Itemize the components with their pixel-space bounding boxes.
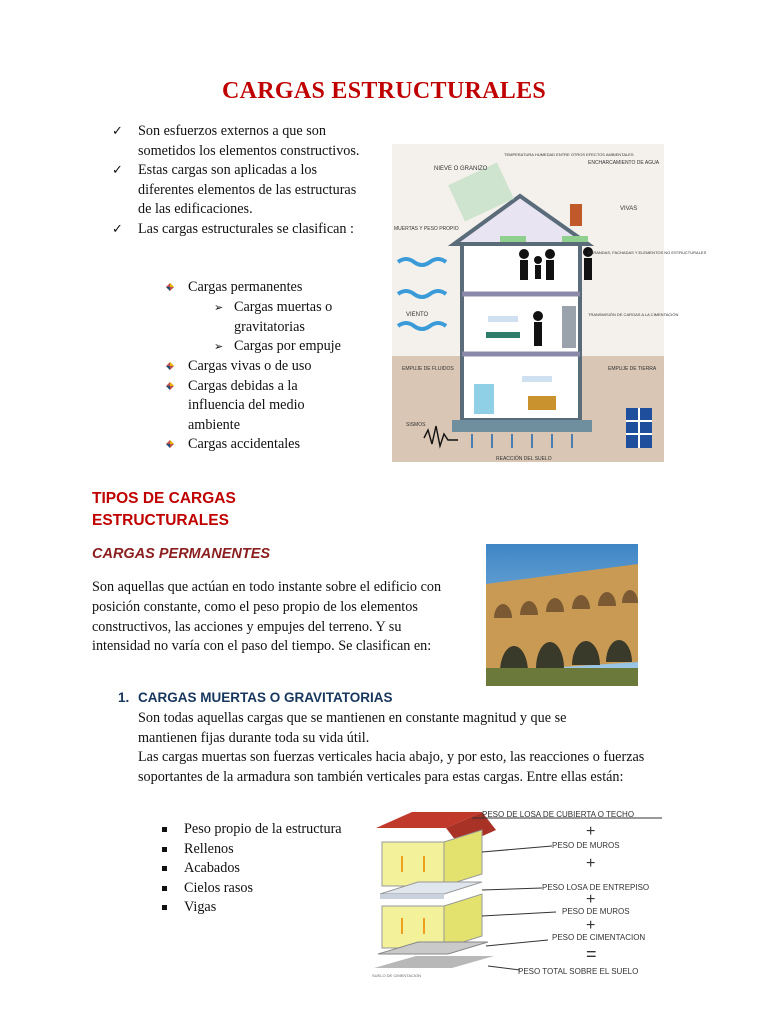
stacked-loads-diagram — [372, 808, 664, 978]
page-title: CARGAS ESTRUCTURALES — [221, 78, 547, 104]
diamond-bullet-icon — [166, 440, 174, 448]
square-bullet-icon — [162, 827, 167, 832]
label-temperatura: TEMPERATURA HUMEDAD ENTRE OTROS EFECTOS AMBIENTALES — [504, 152, 634, 157]
arrow-bullet-icon: ➢ — [214, 340, 224, 353]
tipos-heading: TIPOS DE CARGAS ESTRUCTURALES — [92, 490, 236, 529]
list-item: Rellenos — [184, 840, 344, 860]
label-suelo: SUELO DE CIMENTACION — [372, 973, 422, 978]
list-item: Cargas accidentales — [188, 435, 348, 455]
label-empuje-fluidos: EMPUJE DE FLUIDOS — [402, 366, 454, 372]
label-transmision: TRANSMISIÓN DE CARGAS A LA CIMENTACIÓN — [588, 312, 679, 317]
label-viento: VIENTO — [406, 312, 429, 318]
plus-sign: + — [586, 891, 596, 908]
label-vivas: VIVAS — [620, 206, 638, 212]
square-bullet-icon — [162, 886, 167, 891]
equals-sign: = — [586, 944, 597, 964]
label-sismos: SISMOS — [406, 422, 426, 428]
list-item: Cargas debidas a la influencia del medio ambiente — [188, 377, 348, 436]
check-icon: ✓ — [112, 163, 123, 178]
other-classes-list — [188, 357, 348, 455]
aqueduct-photo — [486, 544, 638, 686]
list-item: ✓ Son esfuerzos externos a que son sometidos los elementos constructivos. — [112, 123, 360, 159]
label-muros-1: PESO DE MUROS — [552, 841, 620, 850]
diamond-bullet-icon — [166, 283, 174, 291]
list-item: Peso propio de la estructura — [184, 820, 344, 840]
muertas-paragraph-2: Las cargas muertas son fuerzas verticales hacia abajo, y por esto, las reacciones o fuerzas soportantes de la armadura son también verticales para estas cargas. Entre ellas están: — [138, 749, 645, 785]
plus-sign: + — [586, 823, 596, 840]
square-bullet-icon — [162, 866, 167, 871]
list-item: Cargas vivas o de uso — [188, 357, 348, 377]
check-icon: ✓ — [112, 221, 123, 237]
diamond-bullet-icon — [166, 362, 174, 370]
arrow-bullet-icon: ➢ — [214, 301, 224, 314]
muertas-items-list — [184, 820, 344, 918]
list-item: Vigas — [184, 898, 344, 918]
label-barandas: BARANDAS, FACHADAS Y ELEMENTOS NO ESTRUCTURALES — [588, 250, 707, 255]
label-nieve: NIEVE O GRANIZO — [434, 166, 488, 172]
list-item: Cargas permanentes — [188, 278, 378, 298]
diamond-bullet-icon — [166, 382, 174, 390]
stacked-diagram-svg — [372, 808, 664, 978]
label-empuje-tierra: EMPUJE DE TIERRA — [608, 366, 657, 372]
house-loads-diagram — [392, 144, 707, 462]
classification-list — [188, 278, 378, 298]
list-item: ➢ Cargas muertas o gravitatorias — [214, 299, 333, 335]
list-item: ✓ Estas cargas son aplicadas a los diferentes elementos de las estructuras de las edificaciones. — [112, 162, 357, 217]
house-diagram-svg — [392, 144, 707, 462]
list-item: Acabados — [184, 859, 344, 879]
intro-list — [112, 122, 370, 239]
muertas-heading: CARGAS MUERTAS O GRAVITATORIAS — [138, 690, 393, 705]
list-item: ➢ Cargas por empuje — [234, 337, 384, 357]
list-item: ✓ Las cargas estructurales se clasifican : — [138, 220, 370, 240]
label-total: PESO TOTAL SOBRE EL SUELO — [518, 967, 639, 976]
permanentes-heading: CARGAS PERMANENTES — [92, 546, 271, 562]
label-reaccion: REACCIÓN DEL SUELO — [496, 456, 552, 462]
plus-sign: + — [586, 917, 596, 934]
permanentes-paragraph: Son aquellas que actúan en todo instante sobre el edificio con posición constante, como el peso propio de los elementos constructivos, las acciones y empujes del terreno. Y su intensidad no varía con el paso del tiempo. Se clasifican en: — [92, 579, 442, 655]
label-cimentacion: PESO DE CIMENTACION — [552, 933, 646, 942]
label-muertas: MUERTAS Y PESO PROPIO — [394, 226, 459, 232]
list-item: Cielos rasos — [184, 879, 344, 899]
muertas-number: 1. — [118, 690, 130, 705]
plus-sign: + — [586, 855, 596, 872]
label-muros-2: PESO DE MUROS — [562, 907, 630, 916]
label-losa-cubierta: PESO DE LOSA DE CUBIERTA O TECHO — [482, 810, 635, 819]
label-losa-entrepiso: PESO LOSA DE ENTREPISO — [542, 883, 650, 892]
check-icon: ✓ — [112, 124, 123, 139]
square-bullet-icon — [162, 905, 167, 910]
square-bullet-icon — [162, 847, 167, 852]
aqueduct-svg — [486, 544, 638, 686]
label-encharcamiento: ENCHARCAMIENTO DE AGUA — [588, 160, 660, 166]
permanentes-sublist — [214, 298, 384, 357]
muertas-paragraph-1: Son todas aquellas cargas que se mantienen en constante magnitud y que se mantienen fijas durante toda su vida útil. — [138, 710, 567, 746]
